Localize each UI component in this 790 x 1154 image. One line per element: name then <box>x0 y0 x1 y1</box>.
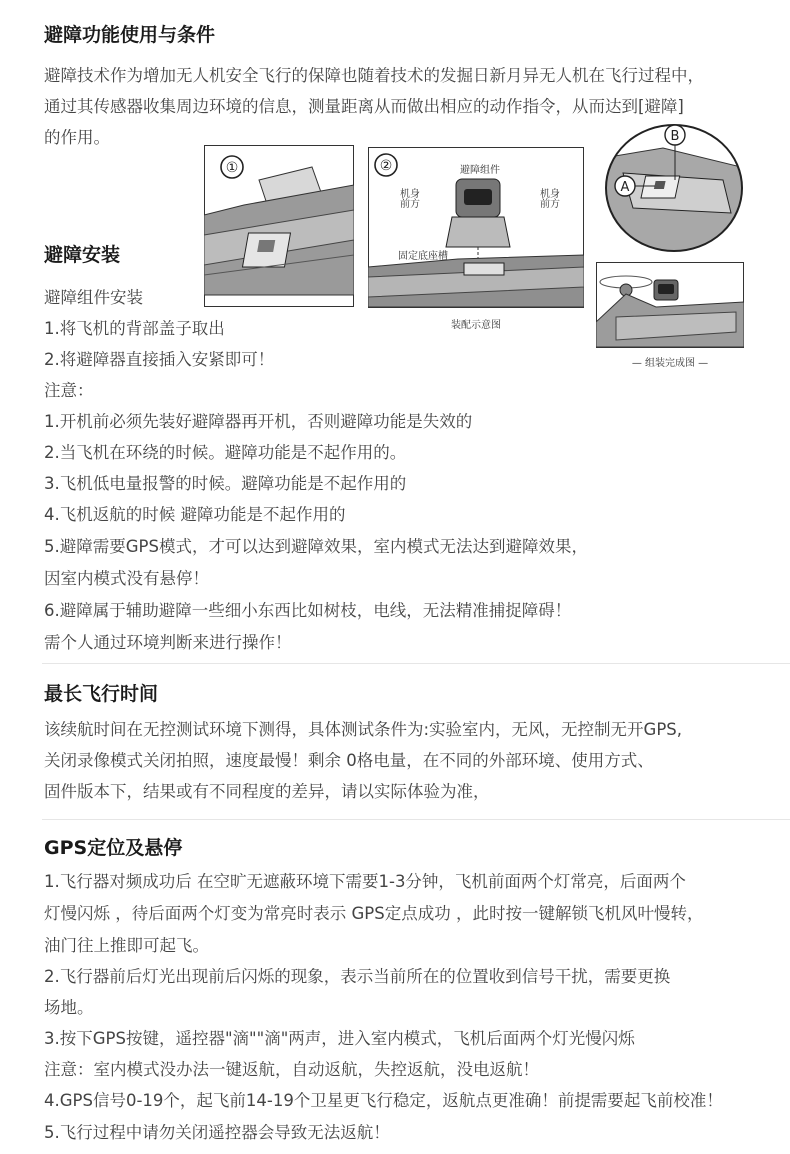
paragraph-line: 避障组件安装 <box>44 288 143 307</box>
section-heading-gps: GPS定位及悬停 <box>44 837 183 859</box>
paragraph-line: 固件版本下，结果或有不同程度的差异，请以实际体验为准， <box>44 782 490 801</box>
figure-cover-removal <box>204 145 354 307</box>
label-component: 避障组件 <box>460 165 500 176</box>
paragraph-line: 该续航时间在无控测试环境下测得，具体测试条件为:实验室内，无风，无控制无开GPS, <box>44 720 683 739</box>
figure-assembly-diagram <box>368 147 584 333</box>
paragraph-line: 1.将飞机的背部盖子取出 <box>44 319 225 338</box>
paragraph-line: 因室内模式没有悬停！ <box>44 569 209 588</box>
paragraph-line: 5.飞行过程中请勿关闭遥控器会导致无法返航！ <box>44 1123 390 1142</box>
paragraph-line: 3.按下GPS按键，遥控器"滴""滴"两声，进入室内模式，飞机后面两个灯光慢闪烁 <box>44 1029 635 1048</box>
paragraph-line: 3.飞机低电量报警的时候。避障功能是不起作用的 <box>44 474 407 493</box>
paragraph-line: 灯慢闪烁 ，待后面两个灯变为常亮时表示 GPS定点成功 ，此时按一键解锁飞机风叶慢转， <box>44 904 704 923</box>
paragraph-line: 关闭录像模式关闭拍照，速度最慢！剩余 0格电量，在不同的外部环境、使用方式、 <box>44 751 654 770</box>
section-heading-installation: 避障安装 <box>44 244 121 266</box>
paragraph-line: 4.飞机返航的时候 避障功能是不起作用的 <box>44 505 346 524</box>
label-body-front: 前方 <box>400 199 420 210</box>
paragraph-line: 通过其传感器收集周边环境的信息，测量距离从而做出相应的动作指令，从而达到[避障] <box>44 97 684 116</box>
paragraph-line: 油门往上推即可起飞。 <box>44 936 209 955</box>
paragraph-line: 4.GPS信号0-19个，起飞前14-19个卫星更飞行稳定，返航点更准确！前提需要起飞前校准！ <box>44 1091 723 1110</box>
label-body-front: 机身 <box>400 189 420 200</box>
label-body-front: 机身 <box>540 189 560 200</box>
label-b: B <box>670 129 680 144</box>
paragraph-line: 避障技术作为增加无人机安全飞行的保障也随着技术的发掘日新月异无人机在飞行过程中， <box>44 66 704 85</box>
paragraph-line: 的作用。 <box>44 128 110 147</box>
paragraph-line: 注意：室内模式没办法一键返航，自动返航，失控返航，没电返航！ <box>44 1060 539 1079</box>
section-heading-flight-time: 最长飞行时间 <box>44 683 159 705</box>
figure-number: ② <box>379 158 393 174</box>
figure-detail-circle <box>603 118 745 253</box>
paragraph-line: 注意： <box>44 381 94 400</box>
paragraph-line: 需个人通过环境判断来进行操作！ <box>44 633 292 652</box>
paragraph-line: 1.飞行器对频成功后 在空旷无遮蔽环境下需要1-3分钟，飞机前面两个灯常亮，后面两个 <box>44 872 686 891</box>
label-mount-slot: 固定底座槽 <box>398 251 448 262</box>
paragraph-line: 6.避障属于辅助避障一些细小东西比如树枝，电线，无法精准捕捉障碍！ <box>44 601 572 620</box>
paragraph-line: 场地。 <box>44 998 94 1017</box>
paragraph-line: 1.开机前必须先装好避障器再开机，否则避障功能是失效的 <box>44 412 473 431</box>
paragraph-line: 2.当飞机在环绕的时候。避障功能是不起作用的。 <box>44 443 407 462</box>
figure-number: ① <box>225 160 239 176</box>
label-a: A <box>620 180 630 195</box>
paragraph-line: 2.飞行器前后灯光出现前后闪烁的现象，表示当前所在的位置收到信号干扰，需要更换 <box>44 967 671 986</box>
section-heading-obstacle-avoidance: 避障功能使用与条件 <box>44 24 216 46</box>
figure-assembled <box>596 262 744 374</box>
figure-caption: 装配示意图 <box>451 320 501 331</box>
divider <box>42 663 790 664</box>
paragraph-line: 5.避障需要GPS模式，才可以达到避障效果，室内模式无法达到避障效果， <box>44 537 588 556</box>
figure-caption: — 组装完成图 — <box>631 358 709 369</box>
paragraph-line: 2.将避障器直接插入安紧即可！ <box>44 350 275 369</box>
divider <box>42 819 790 820</box>
label-body-front: 前方 <box>540 199 560 210</box>
